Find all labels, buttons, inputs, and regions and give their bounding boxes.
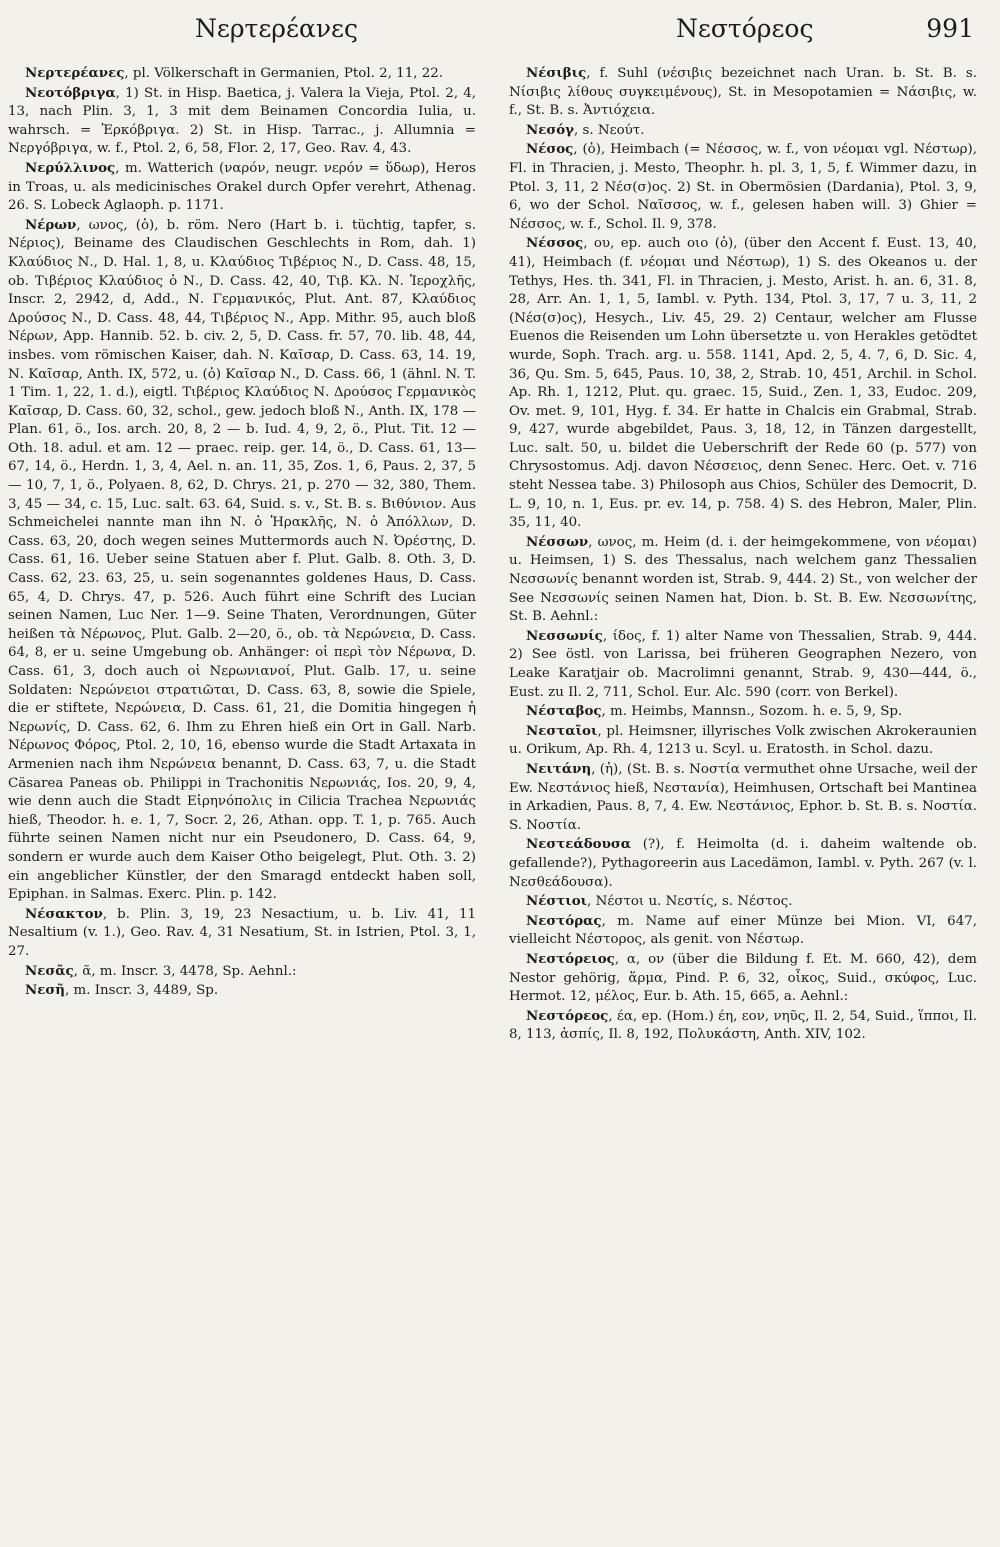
entry — [509, 64, 977, 121]
headword: Νεστόρειος — [526, 950, 615, 967]
headword: Νεοτόβριγα — [25, 84, 116, 101]
entry-text: , m. Inscr. 3, 4489, Sp. — [65, 983, 219, 999]
entry-text: (?), f. Heimolta (d. i. daheim waltende ob. gefallende?), Pythagoreerin aus Lacedämon, Iambl. v. Pyth. 267 (v. l. Νεσθεάδουσα). — [509, 837, 977, 890]
entry-text: , ίδος, f. 1) alter Name von Thessalien, Strab. 9, 444. 2) See östl. von Larissa, bei früheren Geographen Nezero, von Leake Karatjair ob. Macrolimni genannt, Strab. 9, 430—444, ö., Eust. zu Il. 2, 711, Schol. Eur. Alc. 590 (corr. von Berkel). — [509, 628, 977, 700]
headword: Νεσταῖοι — [526, 722, 598, 739]
entry — [509, 760, 977, 835]
entry-text: , Νέστοι u. Νεστίς, s. Νέστος. — [587, 894, 793, 910]
entry — [8, 64, 476, 84]
headword: Νεσᾶς — [25, 962, 74, 979]
entry-text: , 1) St. in Hisp. Baetica, j. Valera la Vieja, Ptol. 2, 4, 13, nach Plin. 3, 1, 3 mit dem Beinamen Concordia Iulia, u. wahrsch. = Ἐρκόβριγα. 2) St. in Hisp. Tarrac., j. Allumnia = Νεργόβριγα, w. f., Ptol. 2, 6, 58, Flor. 2, 17, Geo. Rav. 4, 43. — [8, 85, 476, 157]
entry — [8, 216, 476, 905]
page-number: 991 — [926, 14, 974, 43]
headword: Νέρων — [25, 216, 77, 233]
entry — [509, 140, 977, 234]
headword: Νεσσωνίς — [526, 627, 603, 644]
headword: Νειτάνη — [526, 760, 592, 777]
entry-text: , ᾶ, m. Inscr. 3, 4478, Sp. Aehnl.: — [73, 963, 297, 979]
entry-text: , ωνος, m. Heim (d. i. der heimgekommene, von νέομαι) u. Heimsen, 1) S. des Thessalus, nach welchem ganz Thessalien Νεσσωνίς benannt worden ist, Strab. 9, 444. 2) St., von welcher der See Νεσσωνίς seinen Namen hat, Dion. b. St. B. Ew. Νεσσωνίτης, St. B. Aehnl.: — [509, 534, 977, 625]
entry-text: , pl. Heimsner, illyrisches Volk zwischen Akrokeraunien u. Orikum, Ap. Rh. 4, 1213 u. Scyl. u. Eratosth. in Schol. dazu. — [509, 723, 977, 758]
left-guide-word: Νερτερέανες — [195, 14, 358, 43]
entry-text: , f. Suhl (νέσιβις bezeichnet nach Uran. b. St. B. s. Νίσιβις λίθους συγκειμένους), St. in Mesopotamien = Νάσιβις, w. f., St. B. s. Ἀντιόχεια. — [509, 66, 977, 119]
entry-text: , s. Νεούτ. — [574, 122, 645, 138]
entry — [509, 121, 977, 141]
entry — [8, 905, 476, 962]
headword: Νέσιβις — [526, 65, 587, 81]
headword: Νερτερέανες — [25, 65, 125, 81]
entry-text: , b. Plin. 3, 19, 23 Nesactium, u. b. Liv. 41, 11 Nesaltium (v. 1.), Geo. Rav. 4, 31 Nesatium, St. in Istrien, Ptol. 3, 1, 27. — [8, 906, 476, 959]
entry-text: , m. Watterich (ναρόν, neugr. νερόν = ὕδωρ), Heros in Troas, u. als medicinisches Orakel durch Opfer verehrt, Athenag. 26. S. Lobeck Aglaoph. p. 1171. — [8, 160, 476, 214]
headword: Νερύλλινος — [25, 159, 116, 176]
headword: Νέσος — [526, 141, 574, 158]
headword: Νεστόρεος — [526, 1007, 609, 1024]
entry — [8, 981, 476, 1001]
entry-text: , (ὁ), Heimbach (= Νέσσος, w. f., von νέομαι vgl. Νέστωρ), Fl. in Thracien, j. Mesto, Theophr. h. pl. 3, 1, 5, f. Wimmer dazu, in Ptol. 3, 11, 2 Νέσ(σ)ος. 2) St. in Obermösien (Dardania), Ptol. 3, 9, 6, wo der Schol. Ναῖσσος, w. f., gelesen haben will. 3) Ghier = Νέσσος, w. f., Schol. Il. 9, 378. — [509, 142, 977, 232]
entry — [509, 835, 977, 892]
running-header — [0, 14, 1000, 50]
entry — [509, 234, 977, 533]
entry — [509, 1007, 977, 1045]
headword: Νέσσος — [526, 235, 584, 252]
headword: Νεσῆ — [25, 982, 65, 999]
headword: Νέστιοι — [526, 893, 588, 910]
entry-text: , έα, ep. (Hom.) έη, εον, νηῦς, Il. 2, 54, Suid., ἵπποι, Il. 8, 113, ἀσπίς, Il. 8, 192, Πολυκάστη, Anth. XIV, 102. — [509, 1008, 977, 1043]
headword: Νέσσων — [526, 533, 589, 550]
headword: Νεστεάδουσα — [526, 836, 632, 853]
entry-text: , m. Heimbs, Mannsn., Sozom. h. e. 5, 9, Sp. — [601, 704, 903, 720]
entry-text: , ου, ep. auch οιο (ὁ), (über den Accent f. Eust. 13, 40, 41), Heimbach (f. νέομαι und Νέστωρ), 1) S. des Okeanos u. der Tethys, Hes. th. 341, Fl. in Thracien, j. Mesto, Arist. h. an. 6, 31. 8, 28, Arr. An. 1, 1, 5, Iambl. v. Pyth. 134, Ptol. 3, 17, 7 u. 3, 11, 2 (Νέσ(σ)ος), Hesych., Liv. 45, 29. 2) Centaur, welcher am Flusse Euenos die Reisenden um Lohn übersetzte u. von Herakles getödtet wurde, Soph. Trach. arg. u. 558. 1141, Apd. 2, 5, 4. 7, 6, D. Sic. 4, 36, Qu. Sm. 5, 645, Paus. 10, 38, 2, Strab. 10, 451, Archil. in Schol. Ap. Rh. 1, 1212, Plut. qu. graec. 15, Suid., Zen. 1, 33, Eudoc. 209, Ov. met. 9, 101, Hyg. f. 34. Er hatte in Chalcis ein Grabmal, Strab. 9, 427, wurde abgebildet, Paus. 3, 18, 12, in Tänzen dargestellt, Luc. salt. 50, u. bildet die Ueberschrift der Rede 60 (p. 577) von Chrysostomus. Adj. davon Νέσσειος, denn Senec. Herc. Oet. v. 716 steht Nessea tabe. 3) Philosoph aus Chios, Schüler des Democrit, D. L. 9, 10, n. 1, Eus. pr. ev. 14, p. 758. 4) S. des Hebron, Maler, Plin. 35, 11, 40. — [509, 236, 977, 531]
entry — [509, 533, 977, 627]
entry — [509, 892, 977, 912]
headword: Νεσόγ — [526, 121, 575, 138]
entry-text: , (ἡ), (St. B. s. Νοστία vermuthet ohne Ursache, weil der Ew. Νεστάνιος hieß, Νεστανία), Heimhusen, Ortschaft bei Mantinea in Arkadien, Paus. 8, 7, 4. Ew. Νεστάνιος, Ephor. b. St. B. s. Νοστία. S. Νοστία. — [509, 761, 977, 833]
entry — [8, 159, 476, 216]
entry — [509, 627, 977, 702]
entry — [509, 722, 977, 760]
entry — [509, 912, 977, 950]
entry-text: , m. Name auf einer Münze bei Mion. VI, 647, vielleicht Νέστορος, als genit. von Νέστωρ. — [509, 913, 977, 948]
entry — [509, 950, 977, 1007]
headword: Νεστόρας — [526, 912, 602, 929]
right-column — [509, 64, 977, 1045]
right-guide-word: Νεστόρεος — [676, 14, 814, 43]
entry-text: , ωνος, (ὁ), b. röm. Nero (Hart b. i. tüchtig, tapfer, s. Νέριος), Beiname des Claudischen Geschlechts in Rom, dah. 1) Κλαύδιος Ν., D. Hal. 1, 8, u. Κλαύδιος Τιβέριος Ν., D. Cass. 48, 15, ob. Τιβέριος Κλαύδιος ὁ Ν., D. Cass. 42, 40, Τιβ. Κλ. Ν. Ἱεροχλῆς, Inscr. 2, 2942, d, Add., Ν. Γερμανικός, Plut. Ant. 87, Κλαύδιος Δρούσος Ν., D. Cass. 48, 44, Τιβέριος Ν., App. Mithr. 95, auch bloß Νέρων, App. Hannib. 52. b. civ. 2, 5, D. Cass. fr. 57, 70. lib. 48, 44, insbes. vom römischen Kaiser, dah. Ν. Καῖσαρ, D. Cass. 63, 14. 19, Ν. Καῖσαρ, Anth. IX, 572, u. (ὁ) Καῖσαρ Ν., D. Cass. 66, 1 (ähnl. N. T. 1 Tim. 1, 22, 1. d.), eigtl. Τιβέριος Κλαύδιος Ν. Δρούσος Γερμανικὸς Καῖσαρ, D. Cass. 60, 32, schol., gew. jedoch bloß Ν., Anth. IX, 178 — Plan. 61, ö., Ios. arch. 20, 8, 2 — b. Iud. 4, 9, 2, ö., Plut. Tit. 12 — Oth. 18. adul. et am. 12 — praec. reip. ger. 14, ö., D. Cass. 61, 13—67, 14, ö., Herdn. 1, 3, 4, Ael. n. an. 11, 35, Zos. 1, 6, Paus. 2, 37, 5 — 10, 7, 1, ö., Polyaen. 8, 62, D. Chrys. 21, p. 270 — 32, 380, Them. 3, 45 — 34, c. 15, Luc. salt. 63. 64, Suid. s. v., St. B. s. Βιθύνιον. Aus Schmeichelei nannte man ihn Ν. ὁ Ἡρακλῆς, Ν. ὁ Ἀπόλλων, D. Cass. 63, 20, doch wegen seines Muttermords auch Ν. Ὀρέστης, D. Cass. 61, 16. Ueber seine Statuen aber f. Plut. Galb. 8. Oth. 3, D. Cass. 62, 23. 63, 25, u. sein sogenanntes goldenes Haus, D. Cass. 65, 4, D. Chrys. 47, p. 526. Auch führt eine Schrift des Lucian seinen Namen, Luc Ner. 1—9. Seine Thaten, Verordnungen, Güter heißen τὰ Νέρωνος, Plut. Galb. 2—20, ö., ob. τὰ Νερώνεια, D. Cass. 64, 8, er u. seine Umgebung ob. Anhänger: οἱ περὶ τὸν Νέρωνα, D. Cass. 61, 3, doch auch οἱ Νερωνιανοί, Plut. Galb. 17, u. seine Soldaten: Νερώνειοι στρατιῶται, D. Cass. 63, 8, sowie die Spiele, die er stiftete, Νερώνεια, D. Cass. 61, 21, die Domitia hingegen ἡ Νερωνίς, D. Cass. 62, 6. Ihm zu Ehren hieß ein Ort in Gall. Narb. Νέρωνος Φόρος, Ptol. 2, 10, 16, ebenso wurde die Stadt Artaxata in Armenien nach ihm Νερώνεια benannt, D. Cass. 63, 7, u. die Stadt Cäsarea Paneas ob. Philippi in Trachonitis Νερωνιάς, Ios. 20, 9, 4, wie denn auch die Stadt Εἰρηνόπολις in Cilicia Trachea Νερωνιάς hieß, Theodor. h. e. 1, 7, Socr. 2, 26, Athan. opp. T. 1, p. 765. Auch führte seinen Namen nicht nur ein Pseudonero, D. Cass. 64, 9, sondern er wurde auch dem Kaiser Otho beigelegt, Plut. Oth. 3. 2) ein angeblicher Künstler, der den Smaragd entdeckt haben soll, Epiphan. in Salmas. Exerc. Plin. p. 142. — [8, 217, 476, 903]
entry — [509, 702, 977, 722]
headword: Νέσταβος — [526, 703, 602, 720]
entry — [8, 962, 476, 982]
headword: Νέσακτον — [25, 905, 103, 922]
entry-text: , α, ον (über die Bildung f. Et. M. 660, 42), dem Nestor gehörig, ἅρμα, Pind. P. 6, 32, οἶκος, Suid., σκύφος, Luc. Hermot. 12, μέλος, Eur. b. Ath. 15, 665, a. Aehnl.: — [509, 951, 977, 1005]
entry — [8, 84, 476, 159]
entry-text: , pl. Völkerschaft in Germanien, Ptol. 2, 11, 22. — [124, 66, 444, 81]
left-column — [8, 64, 476, 1001]
